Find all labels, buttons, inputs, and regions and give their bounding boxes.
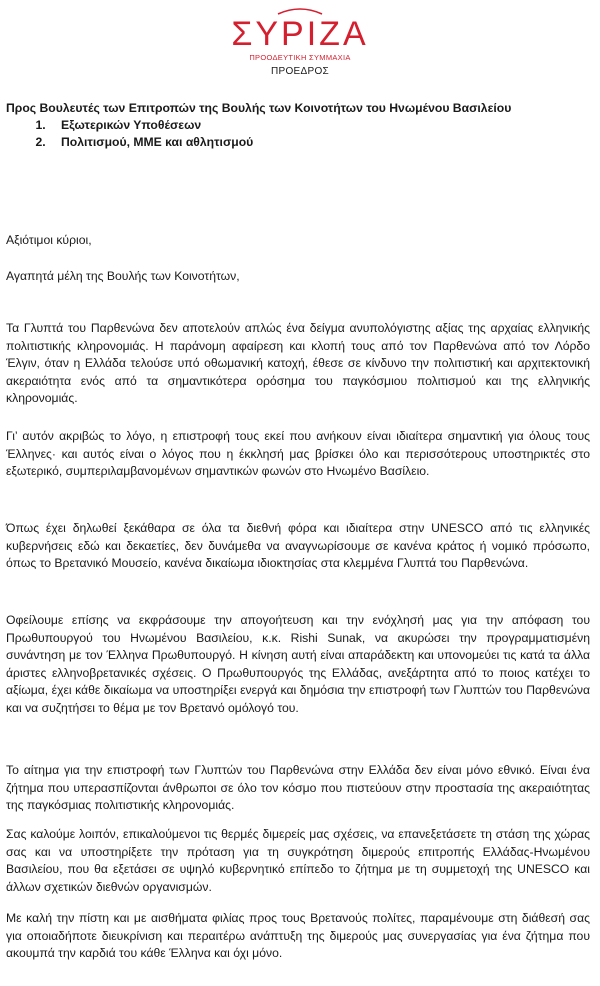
paragraph-7: Με καλή την πίστη και με αισθήματα φιλίας προς τους Βρετανούς πολίτες, παραμένουμε στη διάθεσή σας για οποιαδήποτε διευκρίνιση και περαιτέρω ανάπτυξη της διμερούς μας συνεργασίας για ένα ζήτημα που ακουμπά την καρδιά του κάθε Έλληνα και όχι μόνο.	[6, 911, 590, 961]
recipients-list	[6, 117, 594, 151]
logo-wordmark: ΣΥΡΙΖΑ	[231, 15, 369, 53]
recipients-heading: Προς Βουλευτές των Επιτροπών της Βουλής των Κοινοτήτων του Ηνωμένου Βασιλείου	[6, 101, 512, 115]
paragraph-3: Όπως έχει δηλωθεί ξεκάθαρα σε όλα τα διεθνή φόρα και ιδιαίτερα στην UNESCO από τις ελληνικές κυβερνήσεις εδώ και δεκαετίες, δεν δυνάμεθα να αναγνωρίσουμε σε κανένα κράτος ή νομικό πρόσωπο, όπως το Βρετανικό Μουσείο, κανένα δικαίωμα ιδιοκτησίας στα κλεμμένα Γλυπτά του Παρθενώνα.	[6, 521, 590, 571]
greeting-formal: Αξιότιμοι κύριοι,	[6, 233, 92, 247]
paragraph-6: Σας καλούμε λοιπόν, επικαλούμενοι τις θερμές διμερείς μας σχέσεις, να επανεξετάσετε τη στάση της χώρας σας και να υποστηρίξετε την πρόταση για τη συγκρότηση διμερούς επιτροπής Ελλάδας-Ηνωμένου Βασιλείου, που θα εξετάσει σε υψηλό κυβερνητικό επίπεδο το ζήτημα με τη συμμετοχή της UNESCO και άλλων σχετικών διεθνών οργανισμών.	[6, 827, 590, 894]
sender-role: ΠΡΟΕΔΡΟΣ	[270, 66, 330, 77]
paragraph-1: Τα Γλυπτά του Παρθενώνα δεν αποτελούν απλώς ένα δείγμα ανυπολόγιστης αξίας της αρχαίας ελληνικής πολιτιστικής κληρονομιάς. Η παράνομη αφαίρεση και κλοπή τους από τον Παρθενώνα από τον Λόρδο Έλγιν, όταν η Ελλάδα τελούσε υπό οθωμανική κατοχή, έθεσε σε κίνδυνο την πολιτιστική και αρχιτεκτονική ακεραιότητα ενός από τα σημαντικότερα ορόσημα του παγκόσμιου πολιτισμού και της ελληνικής κληρονομιάς.	[6, 321, 590, 406]
logo-subtitle: ΠΡΟΟΔΕΥΤΙΚΗ ΣΥΜΜΑΧΙΑ	[249, 53, 351, 62]
recipients-block	[6, 100, 594, 151]
party-logo	[0, 6, 600, 77]
paragraph-2: Γι’ αυτόν ακριβώς το λόγο, η επιστροφή τους εκεί που ανήκουν είναι ιδιαίτερα σημαντική για όλους τους Έλληνες· και αυτός είναι ο λόγος που η έκκλησή μας βρίσκει όλο και περισσότερους υποστηρικτές στο εξωτερικό, συμπεριλαμβανομένων σημαντικών φωνών στο Ηνωμένο Βασίλειο.	[6, 429, 590, 479]
paragraph-4: Οφείλουμε επίσης να εκφράσουμε την απογοήτευση και την ενόχλησή μας για την απόφαση του Πρωθυπουργού του Ηνωμένου Βασιλείου, κ.κ. Rishi Sunak, να ακυρώσει την προγραμματισμένη συνάντηση με τον Έλληνα Πρωθυπουργό. Η κίνηση αυτή είναι απαράδεκτη και υπονομεύει τις κατά τα άλλα άριστες ελληνοβρετανικές σχέσεις. Ο Πρωθυπουργός της Ελλάδας, ανεξάρτητα από το ποιος κατέχει το αξίωμα, έχει κάθε δικαίωμα να υποστηρίξει ενεργά και δημόσια την επιστροφή των Γλυπτών του Παρθενώνα και να συζητήσει το θέμα με τον Βρετανό ομόλογό του.	[6, 613, 590, 715]
greeting-members: Αγαπητά μέλη της Βουλής των Κοινοτήτων,	[6, 269, 240, 283]
paragraph-5: Το αίτημα για την επιστροφή των Γλυπτών του Παρθενώνα στην Ελλάδα δεν είναι μόνο εθνικό. Είναι ένα ζήτημα που υπερασπίζονται άνθρωποι σε όλο τον κόσμο που πιστεύουν στην προστασία της ακεραιότητας της παγκόσμιας πολιτιστικής κληρονομιάς.	[6, 763, 590, 813]
recipient-committee-foreign-affairs: 1. Εξωτερικών Υποθέσεων	[49, 117, 594, 134]
recipient-committee-culture: 2. Πολιτισμού, ΜΜΕ και αθλητισμού	[49, 134, 594, 151]
